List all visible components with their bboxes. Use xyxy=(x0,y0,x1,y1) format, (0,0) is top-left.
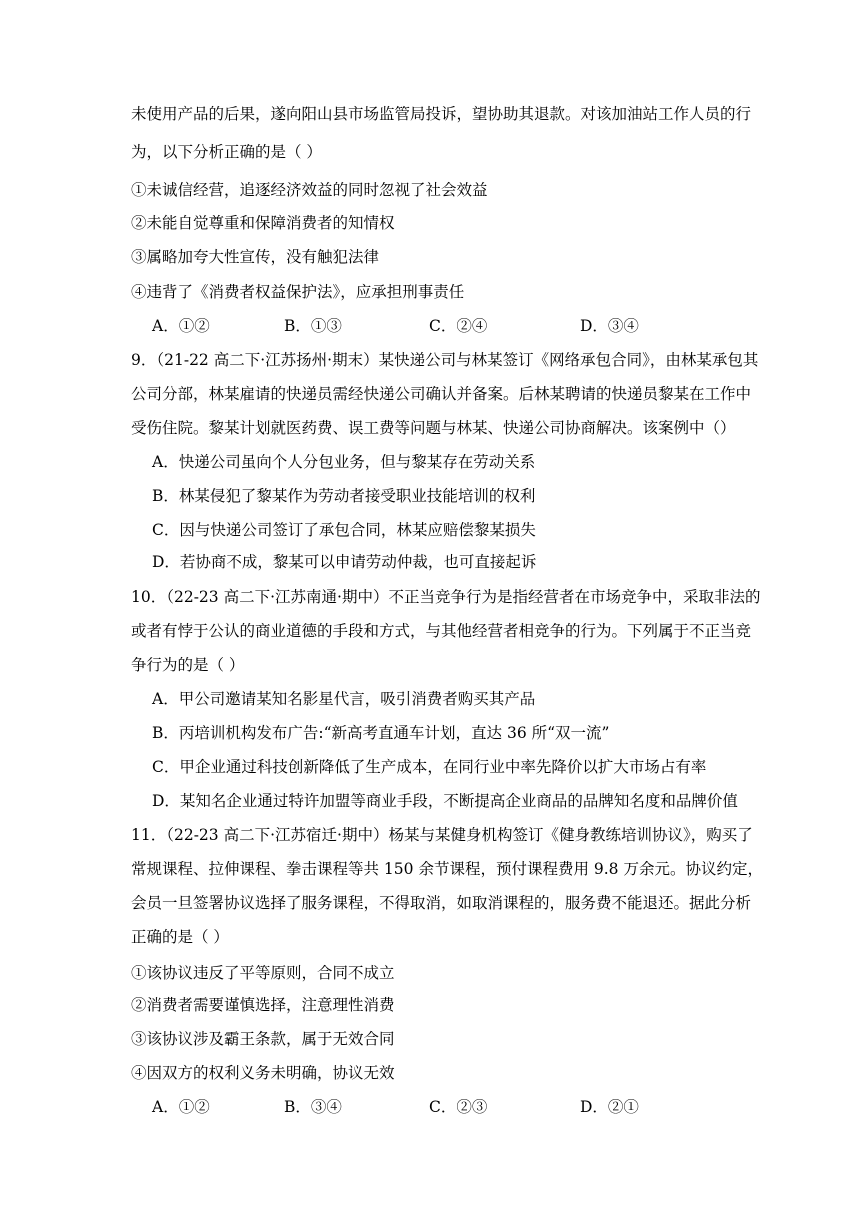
q11-statement-2: ②消费者需要谨慎选择，注意理性消费 xyxy=(131,996,395,1014)
q11-stem-line: 11．（22-23 高二下·江苏宿迁·期中）杨某与某健身机构签订《健身教练培训协议》，购买了 xyxy=(131,826,753,844)
q10-stem-line: 争行为的是（ ） xyxy=(131,656,245,674)
q10-option-a: A．甲公司邀请某知名影星代言，吸引消费者购买其产品 xyxy=(152,690,536,708)
q10-option-c: C．甲企业通过科技创新降低了生产成本，在同行业中率先降价以扩大市场占有率 xyxy=(152,758,707,776)
q9-option-c: C．因与快递公司签订了承包合同，林某应赔偿黎某损失 xyxy=(152,521,536,539)
q11-option-a: A．①② xyxy=(152,1098,210,1116)
q8-option-d: D．③④ xyxy=(580,317,639,335)
q11-statement-3: ③该协议涉及霸王条款，属于无效合同 xyxy=(131,1030,395,1048)
q10-stem-line: 或者有悖于公认的商业道德的手段和方式，与其他经营者相竞争的行为。下列属于不正当竞 xyxy=(131,622,752,640)
q11-statement-4: ④因双方的权利义务未明确，协议无效 xyxy=(131,1064,395,1082)
q9-stem-line: 受伤住院。黎某计划就医药费、误工费等问题与林某、快递公司协商解决。该案例中（） xyxy=(131,419,736,437)
q8-stem-line: 为，以下分析正确的是（ ） xyxy=(131,143,322,161)
q8-stem-line: 未使用产品的后果，遂向阳山县市场监管局投诉，望协助其退款。对该加油站工作人员的行 xyxy=(131,105,752,123)
q8-statement-2: ②未能自觉尊重和保障消费者的知情权 xyxy=(131,214,395,232)
q8-statement-3: ③属略加夸大性宣传，没有触犯法律 xyxy=(131,248,380,266)
q11-statement-1: ①该协议违反了平等原则，合同不成立 xyxy=(131,964,395,982)
q9-option-d: D．若协商不成，黎某可以申请劳动仲裁，也可直接起诉 xyxy=(152,553,537,571)
q8-statement-1: ①未诚信经营，追逐经济效益的同时忽视了社会效益 xyxy=(131,181,488,199)
q10-option-b: B．丙培训机构发布广告:“新高考直通车计划，直达 36 所“双一流” xyxy=(152,724,610,742)
q11-stem-line: 常规课程、拉伸课程、拳击课程等共 150 余节课程，预付课程费用 9.8 万余元。协议约定， xyxy=(131,860,763,878)
q11-option-d: D．②① xyxy=(580,1098,639,1116)
q8-option-c: C．②④ xyxy=(429,317,488,335)
q10-stem-line: 10．（22-23 高二下·江苏南通·期中）不正当竞争行为是指经营者在市场竞争中，采取非法的 xyxy=(131,588,761,606)
q10-option-d: D．某知名企业通过特许加盟等商业手段，不断提高企业商品的品牌知名度和品牌价值 xyxy=(152,792,738,810)
q11-options xyxy=(152,1097,752,1117)
q8-option-a: A．①② xyxy=(152,317,210,335)
q8-option-b: B．①③ xyxy=(284,317,342,335)
q9-stem-line: 9．（21-22 高二下·江苏扬州·期末）某快递公司与林某签订《网络承包合同》，由林某承包其 xyxy=(131,351,759,369)
q9-option-b: B．林某侵犯了黎某作为劳动者接受职业技能培训的权利 xyxy=(152,487,536,505)
q9-option-a: A．快递公司虽向个人分包业务，但与黎某存在劳动关系 xyxy=(152,453,536,471)
q9-stem-line: 公司分部，林某雇请的快递员需经快递公司确认并备案。后林某聘请的快递员黎某在工作中 xyxy=(131,385,752,403)
q11-stem-line: 会员一旦签署协议选择了服务课程，不得取消，如取消课程的，服务费不能退还。据此分析 xyxy=(131,894,752,912)
q11-option-c: C．②③ xyxy=(429,1098,488,1116)
q8-options xyxy=(152,316,752,336)
q11-option-b: B．③④ xyxy=(284,1098,342,1116)
q8-statement-4: ④违背了《消费者权益保护法》，应承担刑事责任 xyxy=(131,283,465,301)
q11-stem-line: 正确的是（ ） xyxy=(131,928,229,946)
